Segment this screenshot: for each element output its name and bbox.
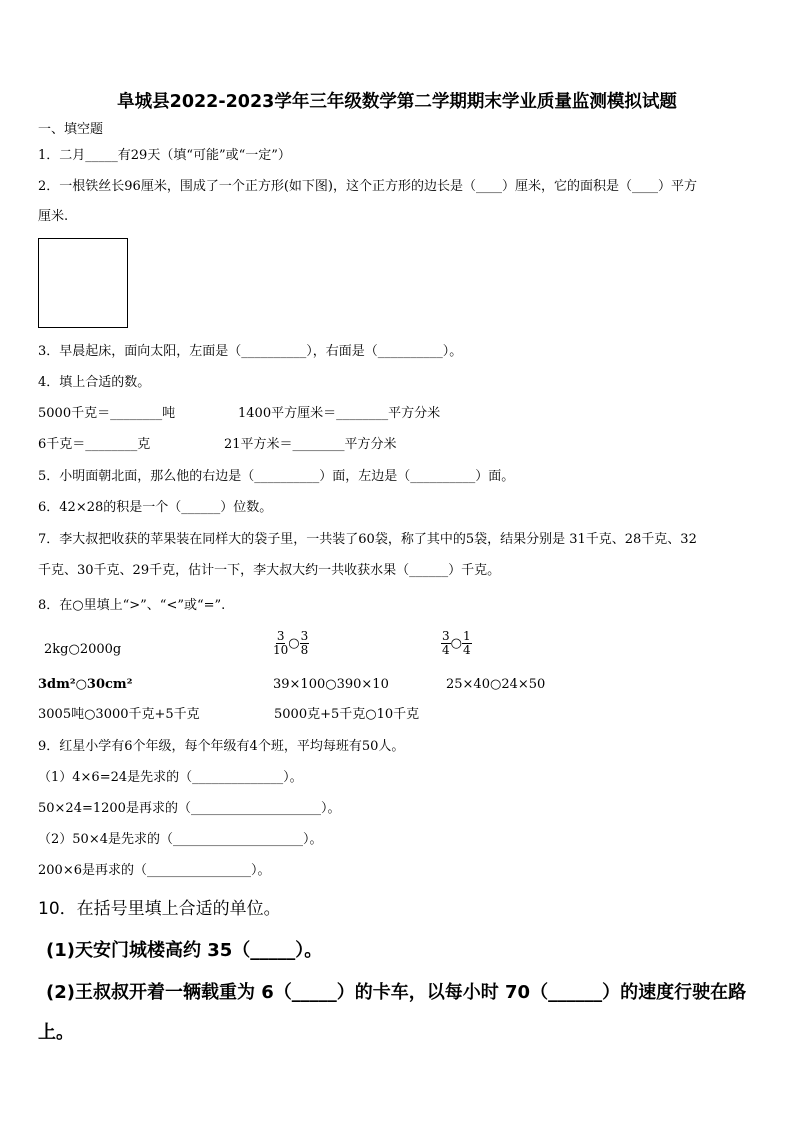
section-heading: 一、填空题 xyxy=(38,122,104,137)
question-5: 5．小明面朝北面，那么他的右边是（__________）面，左边是（__________）面。 xyxy=(38,469,515,484)
question-9-part-1: （1）4×6=24是先求的（______________）。 xyxy=(38,770,303,785)
question-10-part-2-line-2: 上。 xyxy=(38,1022,74,1043)
question-10: 10．在括号里填上合适的单位。 xyxy=(38,899,281,919)
compare-item-3: 39×100○390×10 xyxy=(273,677,389,692)
question-9-part-3: （2）50×4是先求的（____________________）。 xyxy=(38,832,323,847)
question-7-line-1: 7．李大叔把收获的苹果装在同样大的袋子里，一共装了60袋，称了其中的5袋，结果分别是 31千克、28千克、32 xyxy=(38,532,697,547)
question-9: 9．红星小学有6个年级，每个年级有4个班，平均每班有50人。 xyxy=(38,739,405,754)
question-4-item-3: 6千克＝________克 xyxy=(38,437,151,452)
compare-fraction-2: $\frac{3}{4}$ ○ $\frac{1}{4}$ xyxy=(442,629,471,657)
compare-item-1: 2kg○2000g xyxy=(44,642,122,657)
compare-item-5: 3005吨○3000千克+5千克 xyxy=(38,707,200,722)
page-title: 阜城县2022-2023学年三年级数学第二学期期末学业质量监测模拟试题 xyxy=(117,92,677,112)
compare-fraction-1: $\frac{3}{10}$ ○ $\frac{3}{8}$ xyxy=(273,629,309,657)
question-3: 3．早晨起床，面向太阳，左面是（__________），右面是（__________）。 xyxy=(38,344,463,359)
question-9-part-2: 50×24=1200是再求的（____________________）。 xyxy=(38,801,341,816)
question-4: 4．填上合适的数。 xyxy=(38,375,151,390)
question-10-part-1: (1)天安门城楼高约 35（_____）。 xyxy=(46,940,323,961)
question-6: 6．42×28的积是一个（______）位数。 xyxy=(38,500,273,515)
question-10-part-2-line-1: (2)王叔叔开着一辆载重为 6（_____）的卡车，以每小时 70（______）的速度行驶在路 xyxy=(46,982,747,1003)
compare-item-4: 25×40○24×50 xyxy=(446,677,546,692)
question-8: 8．在○里填上“>”、“<”或“=”. xyxy=(38,598,226,613)
question-4-item-4: 21平方米＝________平方分米 xyxy=(224,437,397,452)
compare-item-6: 5000克+5千克○10千克 xyxy=(274,707,420,722)
question-1: 1．二月_____有29天（填“可能”或“一定”） xyxy=(38,148,291,163)
question-4-item-2: 1400平方厘米＝________平方分米 xyxy=(238,406,441,421)
question-7-line-2: 千克、30千克、29千克，估计一下，李大叔大约一共收获水果（______）千克。 xyxy=(38,563,501,578)
compare-item-2: 3dm²○30cm² xyxy=(38,677,133,692)
question-9-part-4: 200×6是再求的（________________）。 xyxy=(38,863,271,878)
question-4-item-1: 5000千克＝________吨 xyxy=(38,406,176,421)
question-2-line-1: 2．一根铁丝长96厘米，围成了一个正方形(如下图)，这个正方形的边长是（____）厘米，它的面积是（____）平方 xyxy=(38,179,697,194)
square-figure xyxy=(38,238,128,328)
question-2-line-2: 厘米. xyxy=(38,209,69,224)
